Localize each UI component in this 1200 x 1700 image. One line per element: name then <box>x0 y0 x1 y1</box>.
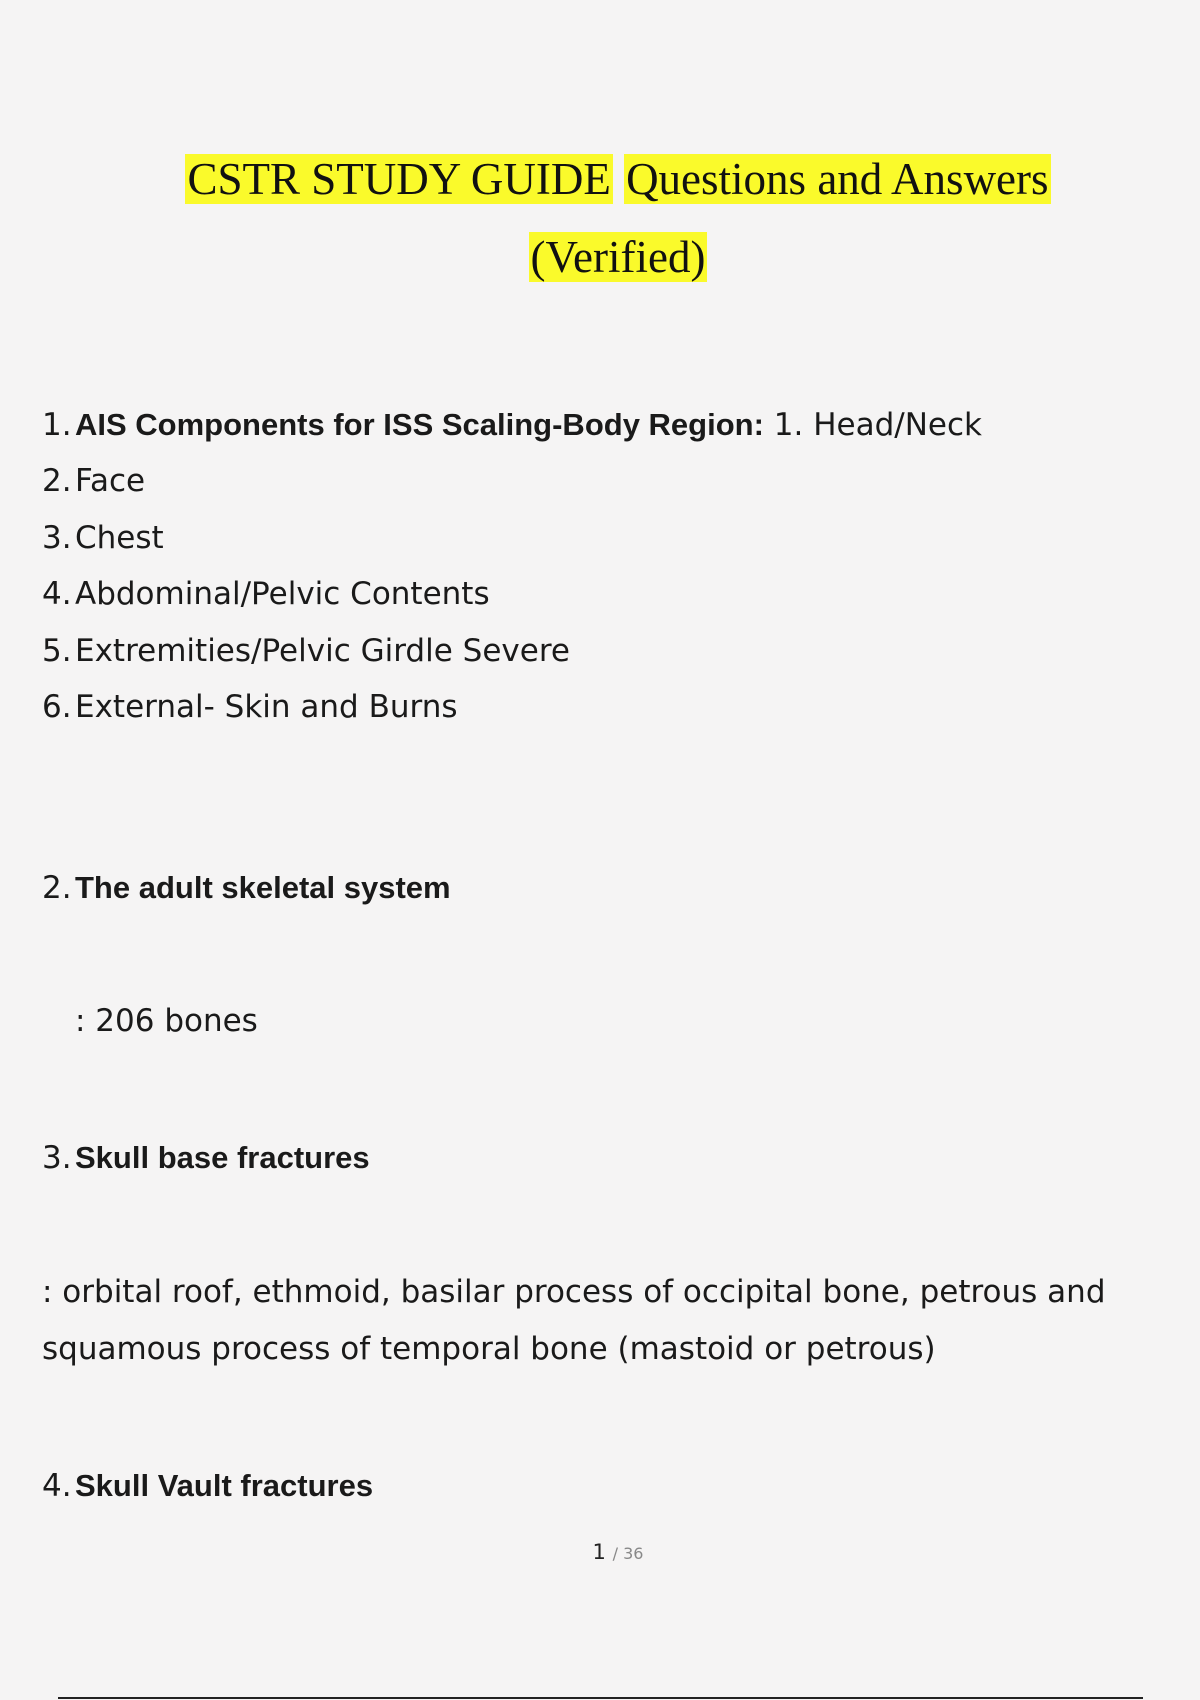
question-text: Skull base fractures <box>75 1140 370 1175</box>
sublist-item: Chest <box>75 520 164 556</box>
title-highlight-3: (Verified) <box>530 232 706 282</box>
sublist-item: Face <box>75 463 146 499</box>
question-text: Skull Vault fractures <box>75 1468 374 1503</box>
sublist-number: 3. <box>42 520 72 556</box>
page-number <box>0 1540 1200 1564</box>
sublist-item: Extremities/Pelvic Girdle Severe <box>75 633 570 669</box>
item-number: 3. <box>42 1140 72 1176</box>
answer-text: : 206 bones <box>75 1003 258 1039</box>
title-highlight-1: CSTR STUDY GUIDE <box>187 154 611 204</box>
question-text: AIS Components for ISS Scaling-Body Region: <box>75 407 764 442</box>
sublist-number: 5. <box>42 633 72 669</box>
item-number: 2. <box>42 870 72 906</box>
sublist-number: 4. <box>42 576 72 612</box>
item-number: 1. <box>42 407 72 443</box>
sublist-item: Abdominal/Pelvic Contents <box>75 576 490 612</box>
current-page: 1 <box>592 1540 606 1564</box>
document-title <box>0 150 1200 208</box>
item-number: 4. <box>42 1468 72 1504</box>
answer-text: 1. Head/Neck <box>773 407 982 443</box>
title-highlight-2: Questions and Answers <box>626 154 1049 204</box>
total-pages: / 36 <box>612 1544 644 1563</box>
question-text: The adult skeletal system <box>75 870 451 905</box>
document-title-line-2 <box>0 228 1200 286</box>
sublist-number: 6. <box>42 689 72 725</box>
sublist-item: External- Skin and Burns <box>75 689 458 725</box>
sublist-number: 2. <box>42 463 72 499</box>
item-1-line <box>75 405 982 445</box>
page-divider <box>58 1697 1143 1699</box>
answer-text: : orbital roof, ethmoid, basilar process of occipital bone, petrous and squamous process of temporal bone (mastoid or petrous) <box>42 1274 1106 1367</box>
